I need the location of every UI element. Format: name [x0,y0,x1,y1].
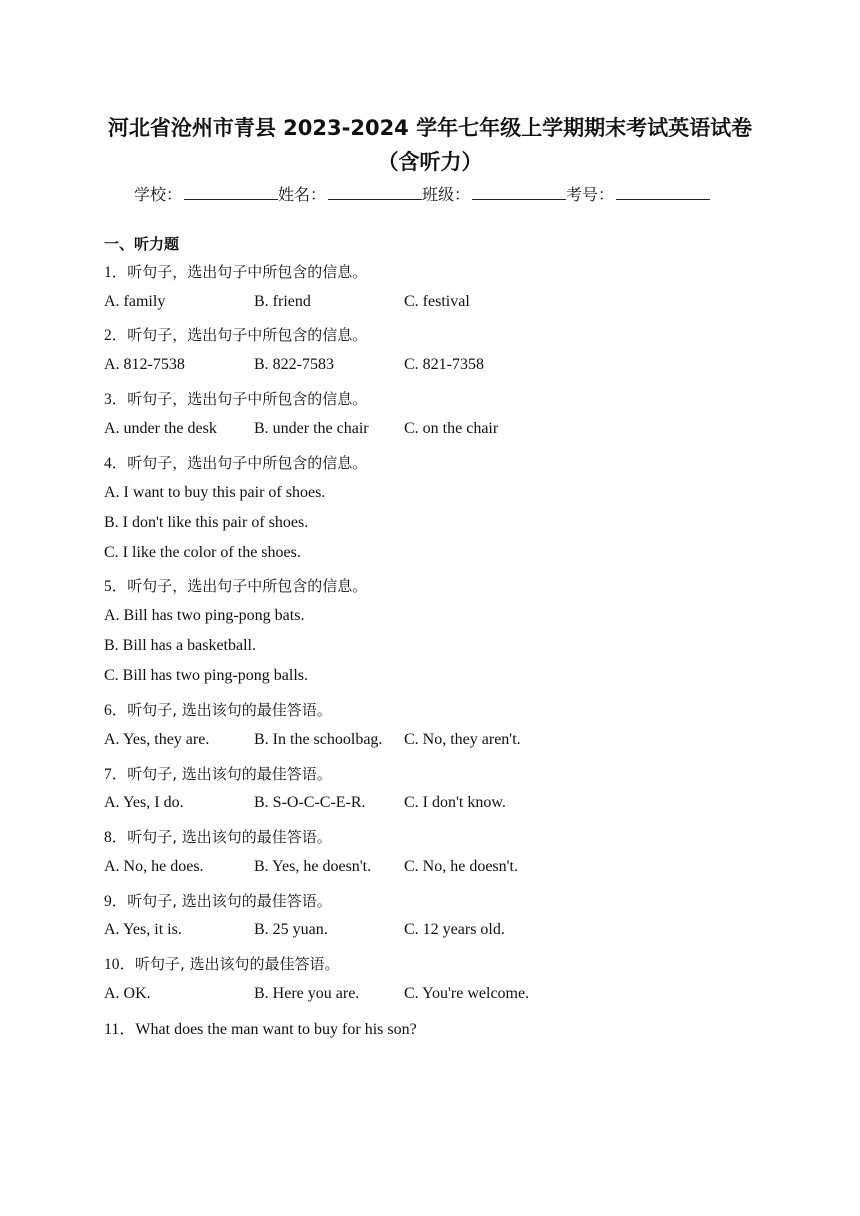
question-number: 9． [104,893,128,910]
option-c: C. festival [404,293,470,310]
question-number: 2． [104,327,128,344]
option-a: A. Yes, they are. [104,731,210,748]
question-7 [104,762,332,784]
option-c: C. I don't know. [404,794,506,811]
question-2 [104,323,367,345]
option-a: A. family [104,293,166,310]
option-c: C. I like the color of the shoes. [104,544,301,561]
question-5 [104,574,367,596]
option-a: A. Yes, I do. [104,794,184,811]
question-number: 3． [104,391,128,408]
class-blank[interactable] [472,183,566,200]
option-b: B. S-O-C-C-E-R. [254,794,366,811]
option-a: A. under the desk [104,420,217,437]
question-9 [104,889,332,911]
question-stem: 听句子, 选出该句的最佳答语。 [127,892,332,910]
option-b: B. Bill has a basketball. [104,637,256,654]
option-c: C. No, they aren't. [404,731,521,748]
option-b: B. under the chair [254,420,369,437]
question-stem: 听句子，选出句子中所包含的信息。 [127,326,368,344]
option-a: A. 812-7538 [104,356,185,373]
question-number: 4． [104,455,128,472]
school-label: 学校： [134,185,183,204]
exam-number-label: 考号： [566,185,615,204]
option-b: B. Yes, he doesn't. [254,858,372,875]
question-number: 10． [104,956,136,973]
name-blank[interactable] [328,183,422,200]
question-stem: What does the man want to buy for his son? [135,1021,417,1038]
option-c: C. 821-7358 [404,356,484,373]
question-8 [104,825,332,847]
option-c: C. You're welcome. [404,985,530,1002]
school-blank[interactable] [184,183,278,200]
option-a: A. I want to buy this pair of shoes. [104,484,326,501]
option-a: A. No, he does. [104,858,204,875]
question-stem: 听句子, 选出该句的最佳答语。 [135,955,340,973]
question-number: 8． [104,829,128,846]
option-b: B. friend [254,293,311,310]
question-stem: 听句子, 选出该句的最佳答语。 [127,765,332,783]
exam-number-blank[interactable] [616,183,710,200]
option-b: B. 25 yuan. [254,921,328,938]
option-b: B. In the schoolbag. [254,731,383,748]
option-b: B. 822-7583 [254,356,334,373]
question-10 [104,952,340,974]
option-a: A. Bill has two ping-pong bats. [104,607,305,624]
question-11 [104,1016,417,1039]
name-label: 姓名： [278,185,327,204]
option-c: C. No, he doesn't. [404,858,518,875]
question-stem: 听句子，选出句子中所包含的信息。 [127,577,368,595]
option-c: C. Bill has two ping-pong balls. [104,667,308,684]
exam-subtitle: （含听力） [377,150,483,174]
question-stem: 听句子, 选出该句的最佳答语。 [127,828,332,846]
student-info-row [134,182,734,205]
option-b: B. I don't like this pair of shoes. [104,514,309,531]
question-4 [104,451,367,473]
question-stem: 听句子，选出句子中所包含的信息。 [127,263,368,281]
option-c: C. 12 years old. [404,921,505,938]
option-b: B. Here you are. [254,985,360,1002]
option-a: A. OK. [104,985,151,1002]
section-title: 一、听力题 [104,235,180,253]
question-stem: 听句子，选出句子中所包含的信息。 [127,390,368,408]
question-number: 11． [104,1021,136,1038]
question-number: 7． [104,766,128,783]
class-label: 班级： [422,185,471,204]
option-c: C. on the chair [404,420,499,437]
option-a: A. Yes, it is. [104,921,182,938]
question-6 [104,698,332,720]
exam-title: 河北省沧州市青县 2023-2024 学年七年级上学期期末考试英语试卷 [107,116,753,140]
question-number: 1． [104,264,128,281]
question-stem: 听句子，选出句子中所包含的信息。 [127,454,368,472]
question-stem: 听句子, 选出该句的最佳答语。 [127,701,332,719]
question-number: 6． [104,702,128,719]
question-number: 5． [104,578,128,595]
question-3 [104,387,367,409]
question-1 [104,260,367,282]
